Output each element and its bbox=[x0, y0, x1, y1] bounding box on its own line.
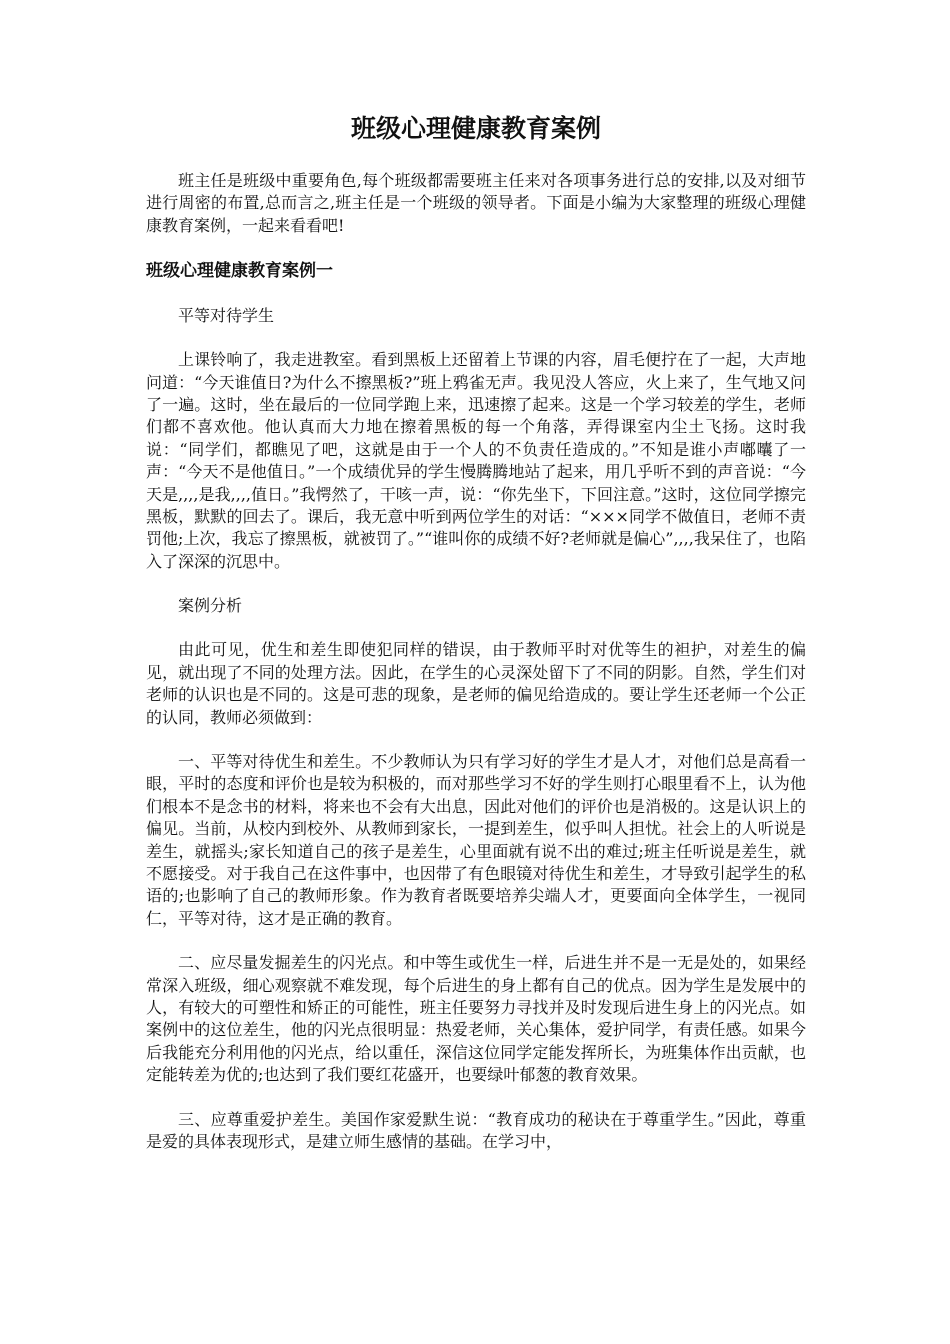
story-paragraph: 上课铃响了，我走进教室。看到黑板上还留着上节课的内容，眉毛便拧在了一起，大声地问道：“今天谁值日?为什么不擦黑板?”班上鸦雀无声。我见没人答应，火上来了，生气地又问了一遍。这时，坐在最后的一位同学跑上来，迅速擦了起来。这是一个学习较差的学生，老师们都不喜欢他。他认真而大力地在擦着黑板的每一个角落，弄得课室内尘土飞扬。这时我说：“同学们，都瞧见了吧，这就是由于一个人的不负责任造成的。”不知是谁小声嘟囔了一声：“今天不是他值日。”一个成绩优异的学生慢腾腾地站了起来，用几乎听不到的声音说：“今天是,,,,是我,,,,值日。”我愕然了，干咳一声，说：“你先坐下，下回注意。”这时，这位同学擦完黑板，默默的回去了。课后，我无意中听到两位学生的对话：“×××同学不做值日，老师不责罚他;上次，我忘了擦黑板，就被罚了。”“谁叫你的成绩不好?老师就是偏心”,,,,我呆住了，也陷入了深深的沉思中。 bbox=[146, 350, 806, 571]
document-page bbox=[146, 112, 806, 1175]
document-title: 班级心理健康教育案例 bbox=[350, 114, 601, 143]
subtitle-case-analysis: 案例分析 bbox=[178, 596, 243, 616]
intro-paragraph: 班主任是班级中重要角色,每个班级都需要班主任来对各项事务进行总的安排,以及对细节进行周密的布置,总而言之,班主任是一个班级的领导者。下面是小编为大家整理的班级心理健康教育案例，一起来看看吧! bbox=[146, 171, 806, 235]
point-two-paragraph: 二、应尽量发掘差生的闪光点。和中等生或优生一样，后进生并不是一无是处的，如果经常深入班级，细心观察就不难发现，每个后进生的身上都有自己的优点。因为学生是发展中的人，有较大的可塑性和矫正的可能性，班主任要努力寻找并及时发现后进生身上的闪光点。如案例中的这位差生，他的闪光点很明显：热爱老师，关心集体，爱护同学，有责任感。如果今后我能充分利用他的闪光点，给以重任，深信这位同学定能发挥所长，为班集体作出贡献，也定能转差为优的;也达到了我们要红花盛开，也要绿叶郁葱的教育效果。 bbox=[146, 953, 806, 1085]
section-heading: 班级心理健康教育案例一 bbox=[146, 261, 333, 282]
analysis-paragraph: 由此可见，优生和差生即使犯同样的错误，由于教师平时对优等生的袒护，对差生的偏见，就出现了不同的处理方法。因此，在学生的心灵深处留下了不同的阴影。自然，学生们对老师的认识也是不同的。这是可悲的现象，是老师的偏见给造成的。要让学生还老师一个公正的认同，教师必须做到： bbox=[146, 640, 806, 727]
point-one-paragraph: 一、平等对待优生和差生。不少教师认为只有学习好的学生才是人才，对他们总是高看一眼，平时的态度和评价也是较为积极的，而对那些学习不好的学生则打心眼里看不上，认为他们根本不是念书的材料，将来也不会有大出息，因此对他们的评价也是消极的。这是认识上的偏见。当前，从校内到校外、从教师到家长，一提到差生，似乎叫人担忧。社会上的人听说是差生，就摇头;家长知道自己的孩子是差生，心里面就有说不出的难过;班主任听说是差生，就不愿接受。对于我自己在这件事中，也因带了有色眼镜对待优生和差生，才导致引起学生的私语的;也影响了自己的教师形象。作为教育者既要培养尖端人才，更要面向全体学生，一视同仁，平等对待，这才是正确的教育。 bbox=[146, 751, 806, 928]
subtitle-equal-treatment: 平等对待学生 bbox=[178, 306, 275, 326]
point-three-paragraph: 三、应尊重爱护差生。美国作家爱默生说：“教育成功的秘诀在于尊重学生。”因此，尊重是爱的具体表现形式，是建立师生感情的基础。在学习中， bbox=[146, 1109, 806, 1151]
